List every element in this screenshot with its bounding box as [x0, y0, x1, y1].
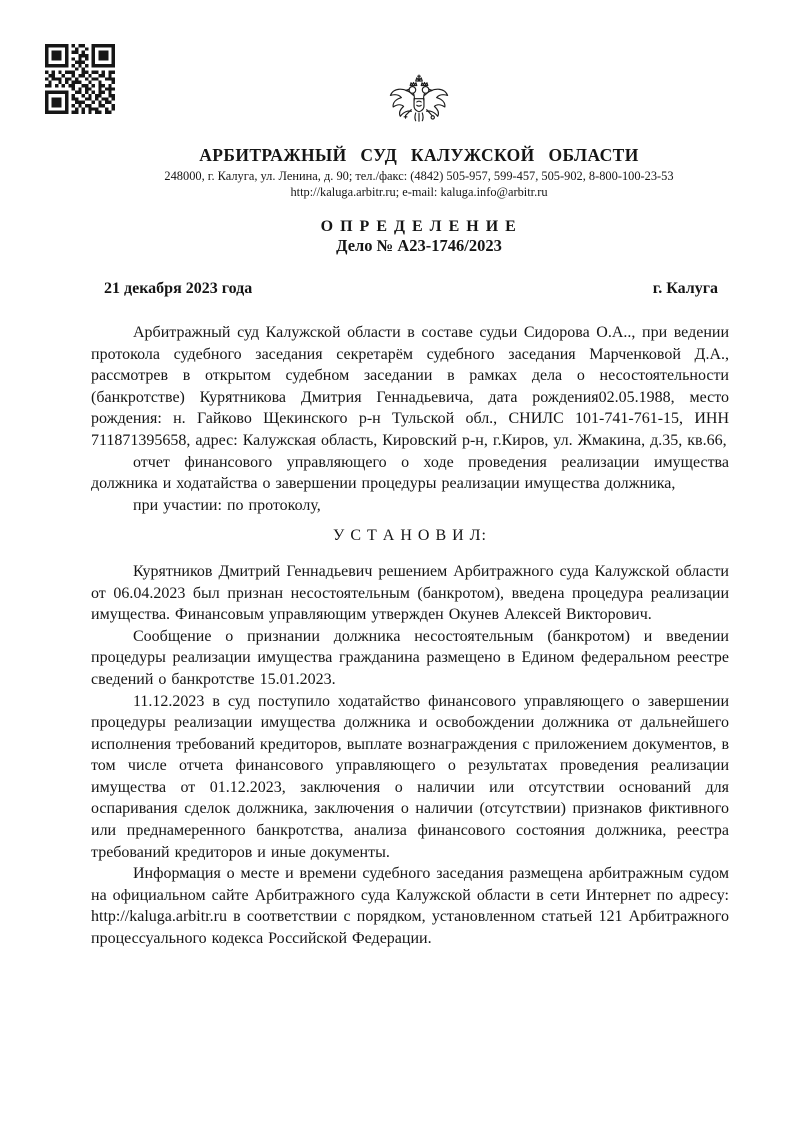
body-paragraph: Курятников Дмитрий Геннадьевич решением Арбитражного суда Калужской области от 06.04.2023 был признан несостоятельным (банкротом), введена процедура реализации имущества. Финансовым управляющим утвержден Окунев Алексей Викторович. — [91, 562, 729, 624]
coat-of-arms-icon — [386, 73, 452, 131]
letterhead — [19, 0, 800, 200]
decision-date: 21 декабря 2023 года — [104, 280, 253, 297]
preamble-paragraph-attendance: при участии: по протоколу, — [133, 496, 321, 514]
document-type-title: О П Р Е Д Е Л Е Н И Е — [320, 218, 518, 235]
court-address: 248000, г. Калуга, ул. Ленина, д. 90; тел./факс: (4842) 505-957, 599-457, 505-902, 8-800-100-23-53 — [164, 169, 674, 183]
court-name: АРБИТРАЖНЫЙ СУД КАЛУЖСКОЙ ОБЛАСТИ — [199, 145, 639, 165]
decision-city: г. Калуга — [652, 280, 718, 297]
dateline — [0, 280, 800, 298]
established-heading: У С Т А Н О В И Л: — [333, 527, 487, 545]
preamble-paragraph-subject: отчет финансового управляющего о ходе проведения реализации имущества должника и ходатайства о завершении процедуры реализации имущества должника, — [91, 453, 729, 493]
court-contacts: http://kaluga.arbitr.ru; e-mail: kaluga.info@arbitr.ru — [290, 185, 548, 199]
body-paragraph: 11.12.2023 в суд поступило ходатайство финансового управляющего о завершении процедуры реализации имущества должника и освобождении должника от дальнейшего исполнения требований кредиторов, выплате вознаграждения с приложением документов, в том числе отчета финансового управляющего о результатах проведения реализации имущества от 01.12.2023, заключения о наличии или отсутствии оснований для оспаривания сделок должника, заключения о наличии (отсутствии) признаков фиктивного или преднамеренного банкротства, анализа финансового состояния должника, реестра требований кредиторов и иные документы. — [91, 692, 729, 861]
body-paragraph: Информация о месте и времени судебного заседания размещена арбитражным судом на официальном сайте Арбитражного суда Калужской области в сети Интернет по адресу: http://kaluga.arbitr.ru в соответствии с порядком, установленном статьей 121 Арбитражного процессуального кодекса Российской Федерации. — [91, 865, 729, 948]
document-body — [0, 322, 800, 950]
title-block — [19, 217, 800, 255]
body-paragraph: Сообщение о признании должника несостоятельным (банкротом) и введении процедуры реализации имущества гражданина размещено в Едином федеральном реестре сведений о банкротстве 15.01.2023. — [91, 627, 729, 688]
case-number: Дело № А23-1746/2023 — [336, 236, 502, 255]
preamble-paragraph-court: Арбитражный суд Калужской области в составе судьи Сидорова О.А.., при ведении протокола судебного заседания секретарём судебного заседания Марченковой Д.А., рассмотрев в открытом судебном заседании в рамках дела о несостоятельности (банкротстве) Курятникова Дмитрия Геннадьевича, дата рождения02.05.1988, место рождения: н. Гайково Щекинского р-н Тульской обл., СНИЛС 101-741-761-15, ИНН 711871395658, адрес: Калужская область, Кировский р-н, г.Киров, ул. Жмакина, д.35, кв.66, — [91, 324, 729, 449]
